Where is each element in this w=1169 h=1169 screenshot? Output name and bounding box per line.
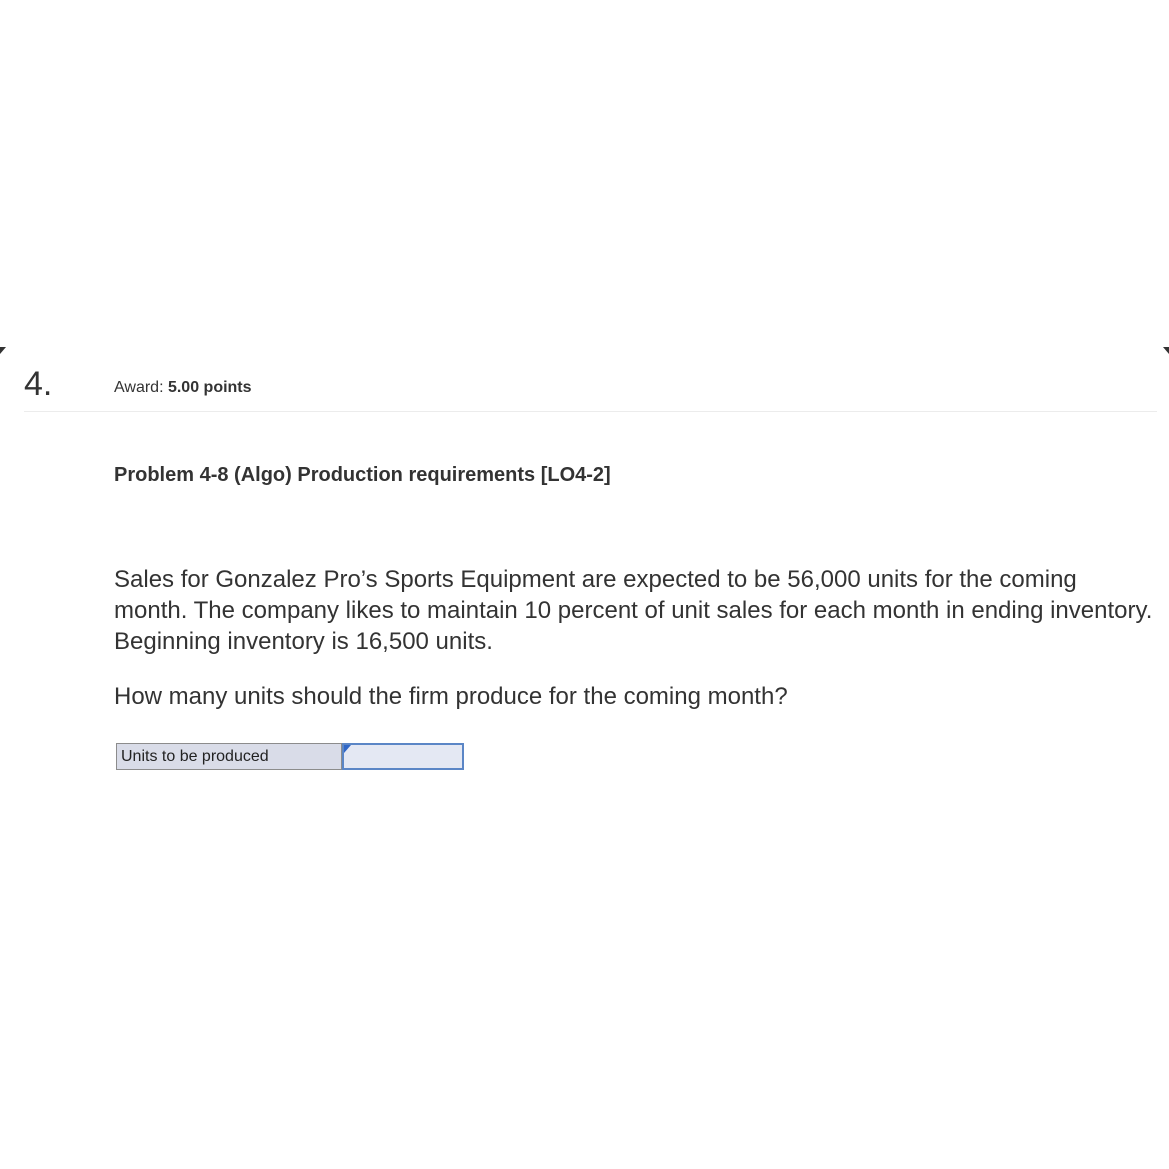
header-divider (24, 411, 1157, 412)
problem-body (114, 564, 1154, 657)
award-prefix: Award: (114, 379, 168, 396)
answer-corner-marker-icon (344, 745, 351, 753)
answer-input-cell[interactable] (342, 743, 464, 770)
award-points: 5.00 points (167, 379, 252, 396)
answer-table (116, 743, 464, 770)
question-prompt: How many units should the firm produce for the coming month? (114, 683, 788, 710)
question-number: 4. (24, 365, 53, 403)
answer-label: Units to be produced (116, 743, 342, 770)
right-edge-marker-icon (1163, 347, 1169, 354)
problem-title: Problem 4-8 (Algo) Production requirements [LO4-2] (114, 464, 611, 486)
left-edge-marker-icon (0, 347, 6, 354)
units-to-be-produced-input[interactable] (344, 745, 462, 768)
award-line (114, 378, 252, 398)
problem-statement: Sales for Gonzalez Pro’s Sports Equipment are expected to be 56,000 units for the coming month. The company likes to maintain 10 percent of unit sales for each month in ending inventory. Beginning inventory is 16,500 units. (114, 566, 1153, 655)
